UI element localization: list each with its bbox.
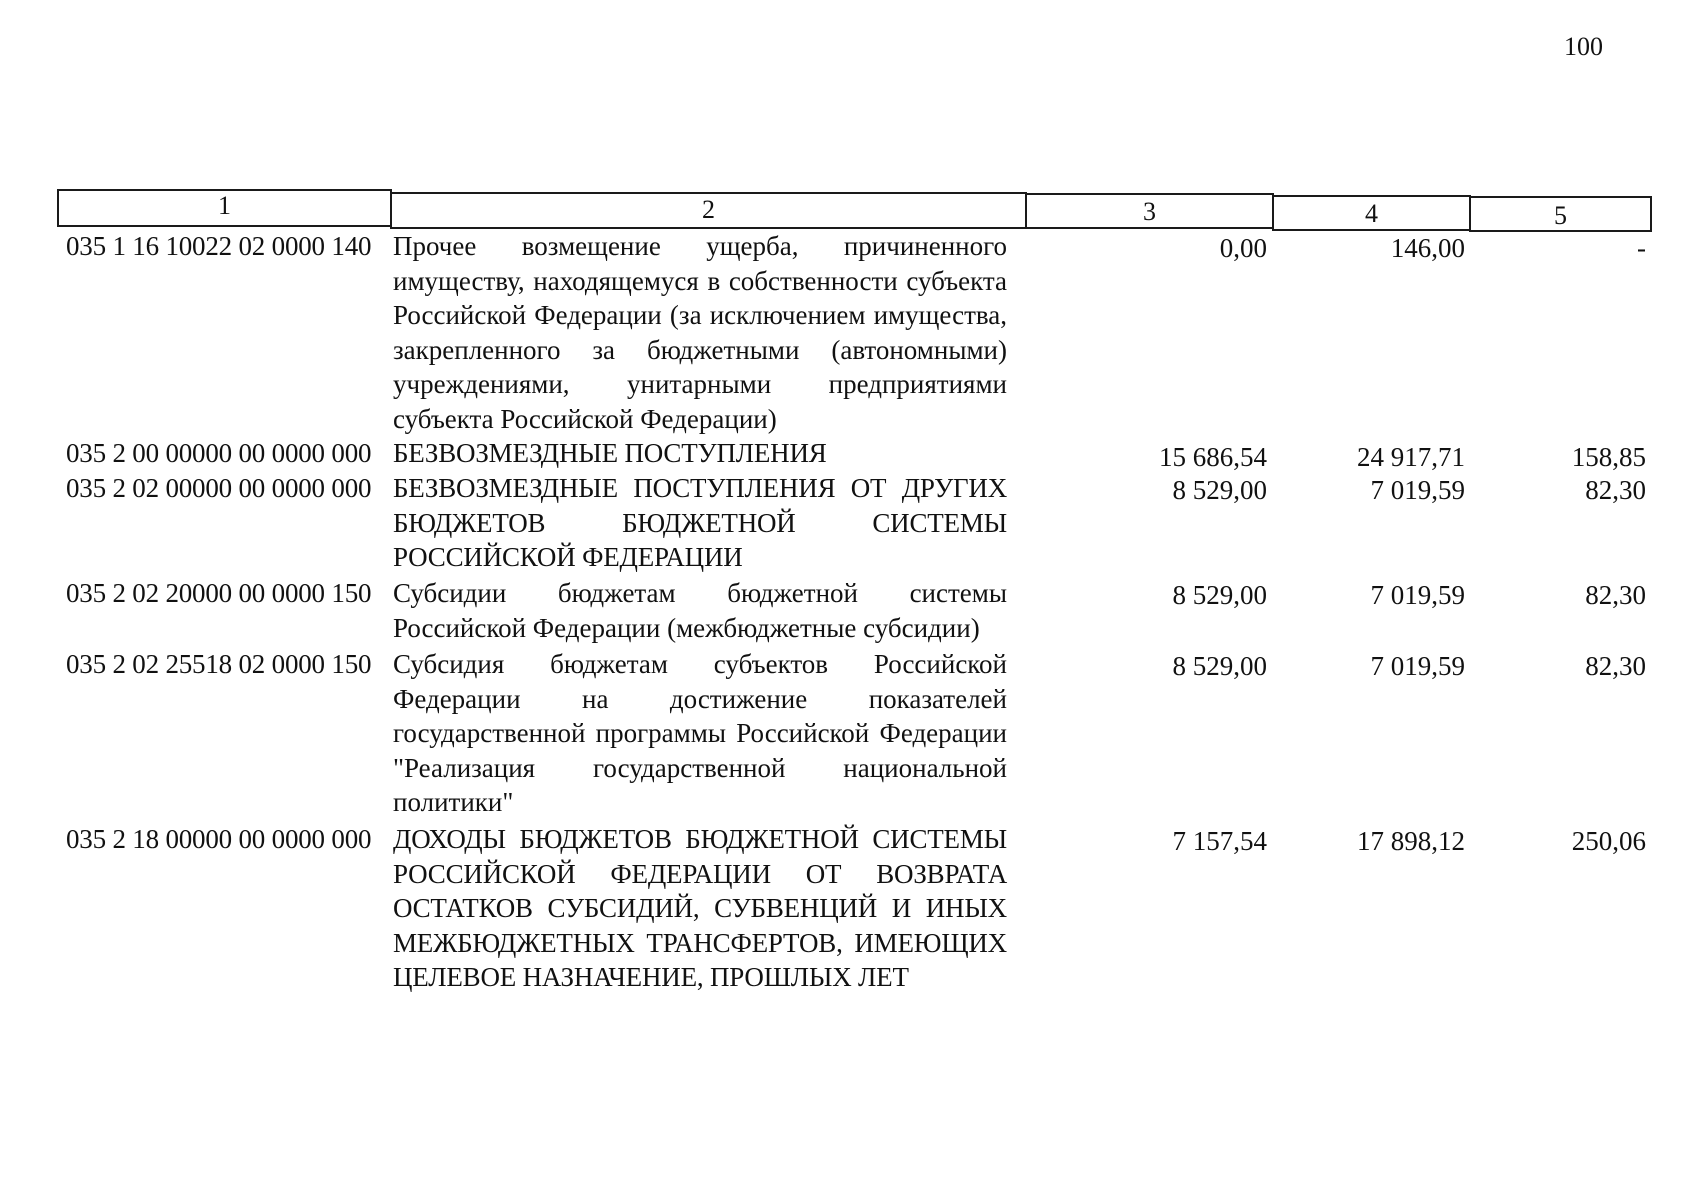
budget-code: 035 2 02 00000 00 0000 000 bbox=[66, 473, 372, 503]
value-col-5: 158,85 bbox=[1571, 442, 1646, 472]
row-description: БЕЗВОЗМЕЗДНЫЕ ПОСТУПЛЕНИЯ ОТ ДРУГИХ БЮДЖЕТОВ БЮДЖЕТНОЙ СИСТЕМЫ РОССИЙСКОЙ ФЕДЕРАЦИИ bbox=[393, 473, 1007, 572]
value-col-3: 15 686,54 bbox=[1159, 442, 1267, 472]
budget-code: 035 2 02 25518 02 0000 150 bbox=[66, 649, 372, 679]
header-cell-2: 2 bbox=[390, 192, 1027, 229]
value-col-4: 17 898,12 bbox=[1357, 826, 1465, 856]
value-col-3: 7 157,54 bbox=[1172, 826, 1267, 856]
value-col-4: 7 019,59 bbox=[1370, 580, 1465, 610]
value-col-5: - bbox=[1637, 233, 1646, 263]
value-col-3: 8 529,00 bbox=[1172, 651, 1267, 681]
header-cell-4: 4 bbox=[1272, 195, 1471, 231]
budget-code: 035 1 16 10022 02 0000 140 bbox=[66, 231, 372, 261]
row-description: Прочее возмещение ущерба, причиненного имуществу, находящемуся в собственности субъекта Российской Федерации (за исключением имущества, закрепленного за бюджетными (автономными) учреждениями, унитарными предприятиями субъекта Российской Федерации) bbox=[393, 231, 1007, 434]
page-number: 100 bbox=[1564, 32, 1603, 61]
row-description: Субсидия бюджетам субъектов Российской Федерации на достижение показателей государственной программы Российской Федерации "Реализация государственной национальной политики" bbox=[393, 649, 1007, 817]
value-col-5: 82,30 bbox=[1585, 651, 1646, 681]
value-col-4: 7 019,59 bbox=[1370, 651, 1465, 681]
header-cell-3: 3 bbox=[1025, 193, 1274, 229]
value-col-4: 7 019,59 bbox=[1370, 475, 1465, 505]
value-col-5: 82,30 bbox=[1585, 580, 1646, 610]
row-description: Субсидии бюджетам бюджетной системы Российской Федерации (межбюджетные субсидии) bbox=[393, 578, 1007, 643]
value-col-5: 250,06 bbox=[1571, 826, 1646, 856]
value-col-5: 82,30 bbox=[1585, 475, 1646, 505]
value-col-3: 8 529,00 bbox=[1172, 580, 1267, 610]
header-cell-1: 1 bbox=[57, 189, 392, 227]
value-col-3: 0,00 bbox=[1219, 233, 1267, 263]
header-cell-5: 5 bbox=[1469, 196, 1652, 232]
row-description: ДОХОДЫ БЮДЖЕТОВ БЮДЖЕТНОЙ СИСТЕМЫ РОССИЙСКОЙ ФЕДЕРАЦИИ ОТ ВОЗВРАТА ОСТАТКОВ СУБСИДИЙ, СУБВЕНЦИЙ И ИНЫХ МЕЖБЮДЖЕТНЫХ ТРАНСФЕРТОВ, ИМЕЮЩИХ ЦЕЛЕВОЕ НАЗНАЧЕНИЕ, ПРОШЛЫХ ЛЕТ bbox=[393, 824, 1007, 992]
budget-code: 035 2 02 20000 00 0000 150 bbox=[66, 578, 372, 608]
budget-code: 035 2 18 00000 00 0000 000 bbox=[66, 824, 372, 854]
row-description: БЕЗВОЗМЕЗДНЫЕ ПОСТУПЛЕНИЯ bbox=[393, 438, 827, 468]
value-col-4: 24 917,71 bbox=[1357, 442, 1465, 472]
value-col-4: 146,00 bbox=[1390, 233, 1465, 263]
budget-code: 035 2 00 00000 00 0000 000 bbox=[66, 438, 372, 468]
value-col-3: 8 529,00 bbox=[1172, 475, 1267, 505]
